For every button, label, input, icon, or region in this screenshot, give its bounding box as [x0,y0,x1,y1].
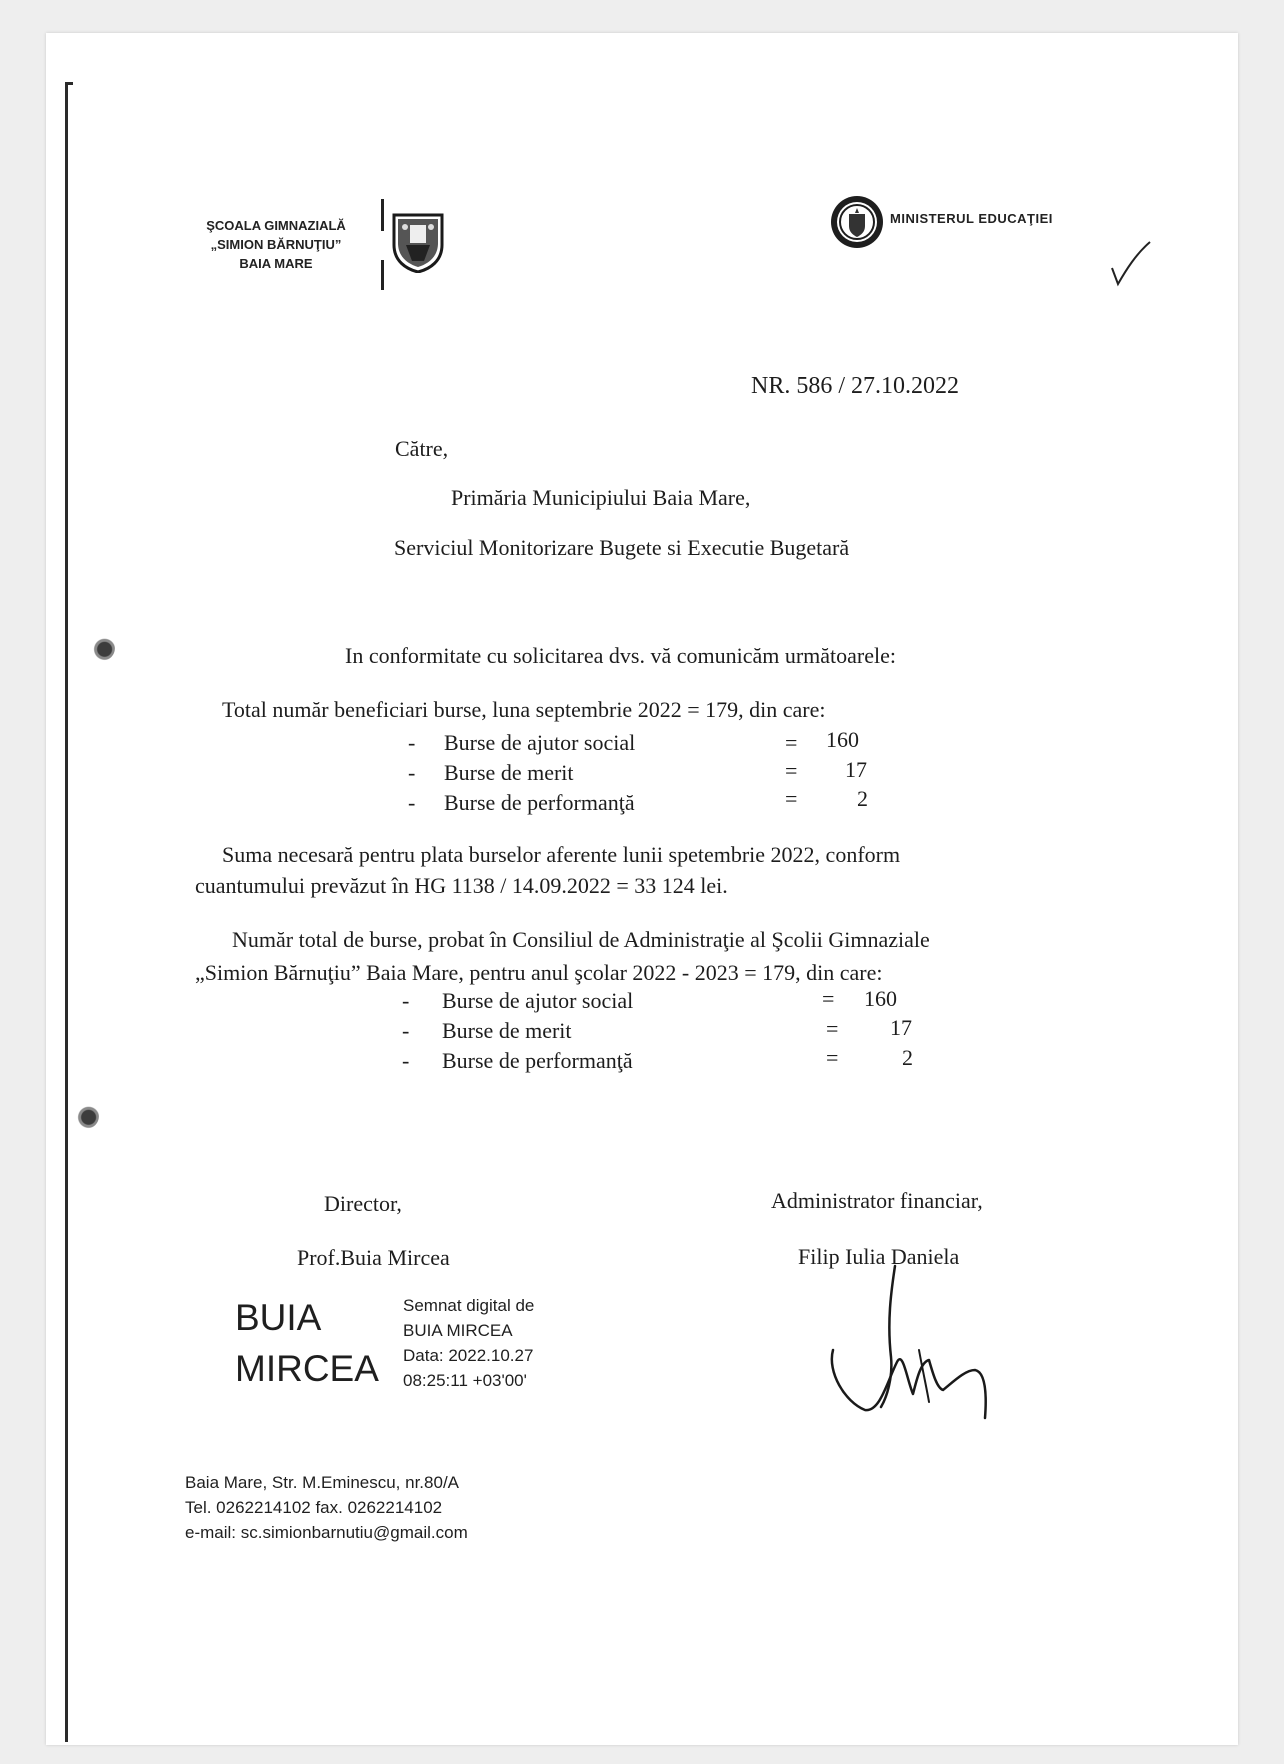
list2-value: 17 [890,1015,912,1040]
intro-line: In conformitate cu solicitarea dvs. vă comunicăm următoarele: [345,643,896,668]
school-name-line2: „SIMION BĂRNUŢIU” [210,237,342,252]
administrator-name: Filip Iulia Daniela [798,1244,960,1269]
council-line-1: Număr total de burse, probat în Consiliul de Administraţie al Şcolii Gimnaziale [232,927,930,952]
list2-value: 2 [902,1045,913,1070]
list2-label: Burse de performanţă [442,1048,633,1073]
list1-label: Burse de merit [444,760,574,785]
administrator-title: Administrator financiar, [771,1188,983,1213]
list2-dash: - [402,1018,410,1043]
recipient-department: Serviciul Monitorizare Bugete si Executie Bugetară [394,535,850,560]
school-header [200,216,352,273]
left-margin-line [65,82,68,1742]
director-title: Director, [324,1191,402,1216]
school-name-line1: ŞCOALA GIMNAZIALĂ [206,218,346,233]
list1-equals: = [785,730,798,755]
coat-of-arms-icon [392,211,444,273]
digital-signature-date: Data: 2022.10.27 [403,1346,534,1365]
sum-line-2: cuantumului prevăzut în HG 1138 / 14.09.2022 = 33 124 lei. [195,873,728,898]
council-line-2: „Simion Bărnuţiu” Baia Mare, pentru anul şcolar 2022 - 2023 = 179, din care: [195,960,883,985]
government-seal-icon [829,194,885,250]
list1-dash: - [408,790,416,815]
list1-dash: - [408,730,416,755]
digital-signature-name [235,1292,379,1394]
ministry-name: MINISTERUL EDUCAŢIEI [890,211,1053,226]
header-separator-bottom [381,260,384,290]
list2-equals: = [826,1016,839,1041]
list1-value: 17 [845,757,867,782]
list1-value: 2 [857,786,868,811]
list2-dash: - [402,988,410,1013]
list2-label: Burse de merit [442,1018,572,1043]
list1-label: Burse de performanţă [444,790,635,815]
sum-line-1: Suma necesară pentru plata burselor aferente lunii spetembrie 2022, conform [222,842,901,867]
list1-label: Burse de ajutor social [444,730,636,755]
recipient-institution: Primăria Municipiului Baia Mare, [451,485,751,510]
document-number: NR. 586 / 27.10.2022 [751,373,960,399]
list1-dash: - [408,760,416,785]
handwritten-signature-icon [825,1262,995,1422]
list2-label: Burse de ajutor social [442,988,634,1013]
list2-dash: - [402,1048,410,1073]
footer-contact [185,1470,468,1545]
addressee-to: Către, [395,436,449,461]
list2-value: 160 [864,986,897,1011]
digital-signature-signed-by: Semnat digital de [403,1296,535,1315]
digital-signature-name-line1: BUIA [235,1297,322,1338]
digital-signature-name-line2: MIRCEA [235,1348,379,1389]
punch-hole-icon [89,635,115,661]
footer-email: e-mail: sc.simionbarnutiu@gmail.com [185,1523,468,1542]
director-name: Prof.Buia Mircea [297,1245,450,1270]
digital-signature-time: 08:25:11 +03'00' [403,1371,527,1390]
list2-equals: = [826,1045,839,1070]
punch-hole-icon [73,1103,99,1129]
list2-equals: = [822,986,835,1011]
digital-signature-signer: BUIA MIRCEA [403,1321,513,1340]
left-margin-line-tick [65,82,73,85]
footer-phone: Tel. 0262214102 fax. 0262214102 [185,1498,443,1517]
list1-equals: = [785,786,798,811]
digital-signature-details [403,1293,534,1393]
footer-address: Baia Mare, Str. M.Eminescu, nr.80/A [185,1473,460,1492]
check-mark-icon [1108,240,1154,288]
list1-equals: = [785,758,798,783]
header-separator-top [381,199,384,231]
list1-value: 160 [826,727,859,752]
total-beneficiaries-line: Total număr beneficiari burse, luna septembrie 2022 = 179, din care: [222,697,826,722]
school-city: BAIA MARE [239,256,313,271]
